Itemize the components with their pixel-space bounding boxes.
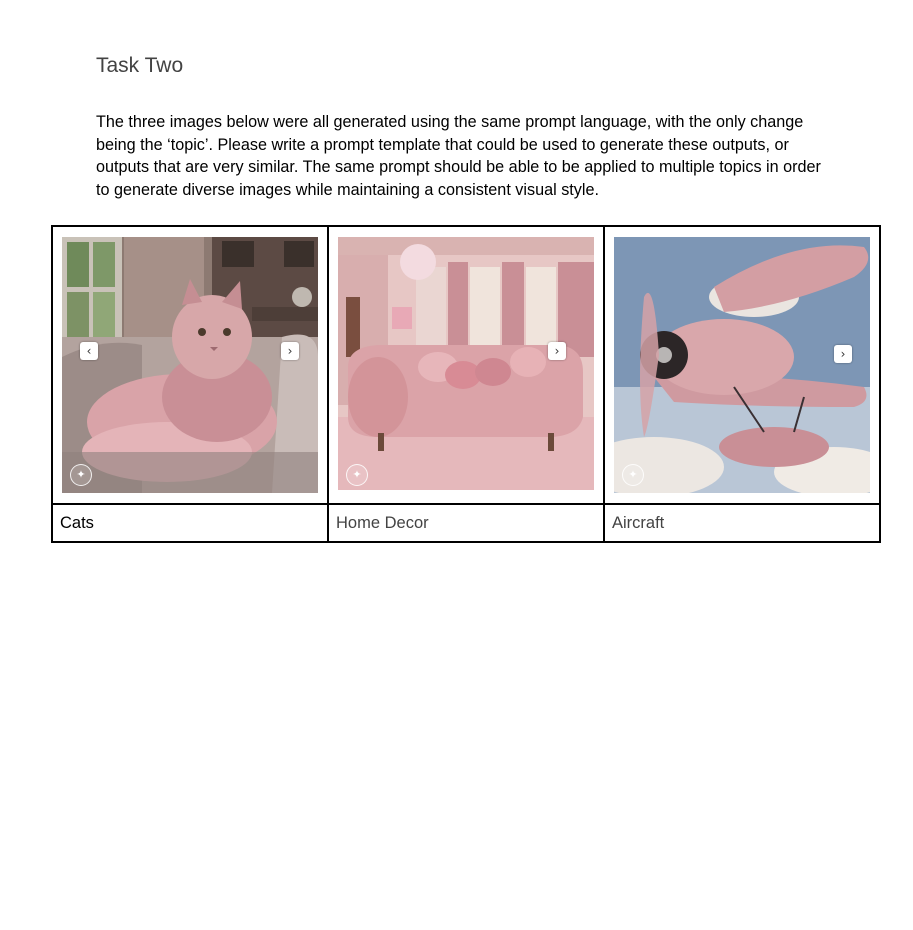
topic-label-aircraft: Aircraft	[604, 504, 880, 542]
biplane-image	[614, 237, 870, 493]
cats-image-cell	[52, 226, 328, 504]
home-decor-image-cell	[328, 226, 604, 504]
sofa-image	[338, 237, 594, 490]
topics-table	[51, 225, 881, 543]
topic-label-home-decor: Home Decor	[328, 504, 604, 542]
image-row	[52, 226, 880, 504]
prev-arrow-icon[interactable]: ‹	[80, 342, 98, 360]
label-row	[52, 504, 880, 542]
next-arrow-icon[interactable]: ›	[548, 342, 566, 360]
sparkle-badge-icon: ✦	[346, 464, 368, 486]
sparkle-badge-icon: ✦	[622, 464, 644, 486]
sparkle-badge-icon: ✦	[70, 464, 92, 486]
next-arrow-icon[interactable]: ›	[281, 342, 299, 360]
cat-image	[62, 237, 318, 493]
aircraft-image-cell	[604, 226, 880, 504]
page-heading: Task Two	[96, 54, 184, 77]
topic-label-cats: Cats	[52, 504, 328, 542]
next-arrow-icon[interactable]: ›	[834, 345, 852, 363]
instructions-paragraph: The three images below were all generated using the same prompt language, with the only change being the ‘topic’. Please write a prompt template that could be used to generate these outputs, or outputs that are very similar. The same prompt should be able to be applied to multiple topics in order to generate diverse images while maintaining a consistent visual style.	[96, 113, 821, 199]
